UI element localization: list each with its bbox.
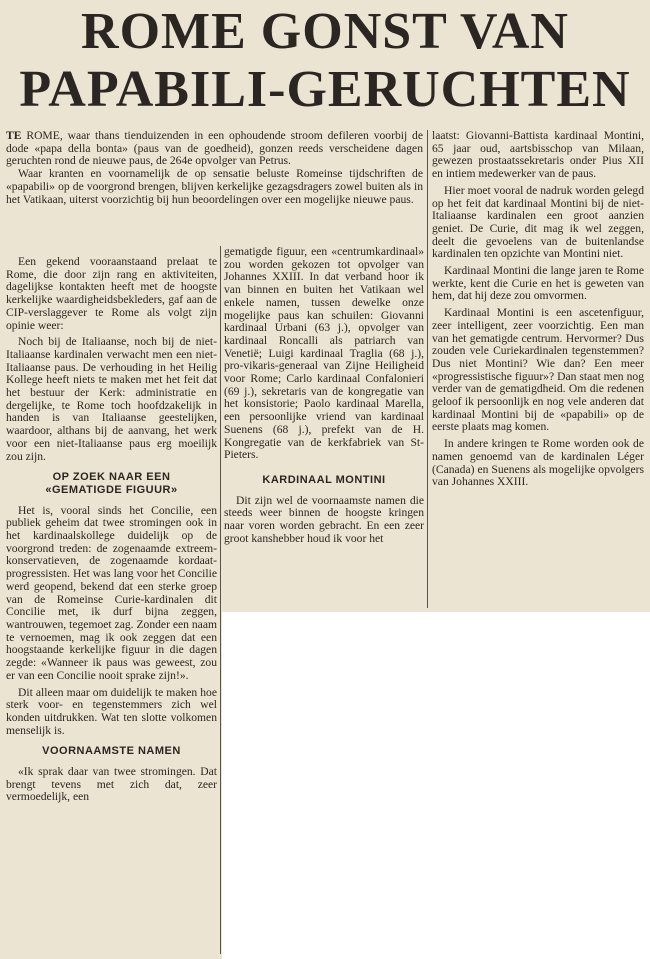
headline-line-2: PAPABILI-GERUCHTEN: [19, 61, 631, 118]
subheading-kardinaal-montini: KARDINAAL MONTINI: [262, 473, 386, 486]
intro-text-1: ROME, waar thans tienduizenden in een ophoudende stroom defileren voorbij de dode «papa della bonta» (paus van de goedheid), gonzen reeds verscheidene dagen geruchten rond de nieuwe paus, de 264e opvolger van Petrus.: [6, 129, 423, 168]
subheading-line-2: «GEMATIGDE FIGUUR»: [45, 483, 178, 496]
col3-paragraph-2: Hier moet vooral de nadruk worden gelegd op het feit dat kardinaal Montini bij de niet-Italiaanse kardinalen een groot aanzien geniet. De Curie, dit mag ik wel zeggen, deelt die gevoelens van de buitenlandse kardinalen ten opzichte van Montini niet.: [432, 183, 644, 261]
col1-paragraph-1: Een gekend vooraanstaand prelaat te Rome, die door zijn rang en aktiviteiten, dagelijkse kontakten heeft met de hoogste kerkelijke waardigheidsbekleders, gaf aan de CIP-verslaggever te Rome als volgt zijn opinie weer:: [6, 255, 217, 332]
column-3: [432, 130, 644, 493]
col2-paragraph-1: gematigde figuur, een «centrumkardinaal» zou worden gekozen tot opvolger van Johannes XXIII. In dat verband hoor ik van binnen en buiten het Vatikaan wel enkele namen, tussen dewelke onze mogelijke paus kan schuilen: Giovanni kardinaal Urbani (63 j.), opvolger van kardinaal Roncalli als patriarch van Venetië; Luigi kardinaal Traglia (68 j.), pro-vikaris-generaal van Zijne Heiligheid voor Rome; Carlo kardinaal Confalonieri (69 j.), sekretaris van de kongregatie van het konsistorie; Paolo kardinaal Marella, een persoonlijke vriend van kardinaal Suenens (68 j.), prefekt van de H. Kongregatie van de kerkfabriek van St-Pieters.: [224, 245, 424, 462]
subheading-line-1: OP ZOEK NAAR EEN: [52, 471, 171, 484]
column-rule-1: [220, 246, 221, 954]
intro-block: [6, 130, 423, 206]
col3-paragraph-5: In andere kringen te Rome worden ook de namen genoemd van de kardinalen Léger (Canada) en Suenens als mogelijke opvolgers van Johannes XXIII.: [432, 437, 644, 489]
col3-paragraph-4: Kardinaal Montini is een ascetenfiguur, zeer intelligent, zeer voorzichtig. Een man van het gematigde centrum. Hervormer? Dus zouden vele Curiekardinalen tegenstemmen? Dus niet Montini? Wie dan? Een meer «progressistische figuur»? Dan staat men nog verder van de gematigdheid. Om die redenen geloof ik persoonlijk en nog vele anderen dat kardinaal Montini bij de «papabili» op de eerste plaats mag komen.: [432, 306, 644, 434]
subheading-voornaamste-namen: VOORNAAMSTE NAMEN: [42, 745, 181, 758]
column-rule-2: [427, 130, 428, 608]
col1-paragraph-2: Noch bij de Italiaanse, noch bij de niet-Italiaanse kardinalen verwacht men een niet-Italiaanse paus. De verhouding in het Heilig Kollege heeft niets te maken met het feit dat het bestuur der Kerk: administratie en dergelijke, te Rome toch hoofdzakelijk in handen is van Italiaanse geestelijken, waardoor, althans bij de aanvang, het werk voor een niet-Italiaanse paus erg moeilijk zou zijn.: [6, 335, 217, 463]
intro-paragraph-2: Waar kranten en voornamelijk de op sensatie beluste Romeinse tijdschriften de «papabili» op de voorgrond brengen, blijven kerkelijke gezagsdragers zowel buiten als in het Vatikaan, uiterst voorzichtig bij hun beoordelingen over een mogelijke nieuwe paus.: [6, 167, 423, 206]
column-1: [6, 256, 217, 808]
col1-paragraph-5: «Ik sprak daar van twee stromingen. Dat brengt tevens met zich dat, zeer vermoedelijk, een: [6, 765, 217, 804]
headline-line-1: ROME GONST VAN: [81, 3, 569, 60]
col1-paragraph-4: Dit alleen maar om duidelijk te maken hoe sterk voor- en tegenstemmers zich wel konden uitdrukken. Wat ten slotte volkomen menselijk is.: [6, 685, 217, 737]
drop-cap: TE: [6, 129, 22, 142]
intro-paragraph-1: [6, 130, 423, 168]
col1-paragraph-3: Het is, vooral sinds het Concilie, een publiek geheim dat twee stromingen ook in het kardinaalskollege duidelijk op de voorgrond treden: de zogenaamde extreem-konservatieven, de zogenaamde kordaat-progressisten. Het was lang voor het Concilie werd geopend, bekend dat een sterke groep van de Romeinse Curie-kardinalen dit Concilie met, ik durf bijna zeggen, wantrouwen, tegemoet zag. Zonder een naam te vernoemen, mag ik ook zeggen dat een hoogstaande kerkelijke figuur in die dagen zegde: «Wanneer ik paus was geweest, zou er van een Concilie nooit sprake zijn!».: [6, 503, 217, 682]
column-2: [224, 246, 424, 549]
col3-paragraph-3: Kardinaal Montini die lange jaren te Rome werkte, kent die Curie en het is geweten van hem, dat hij deze zou omvormen.: [432, 264, 644, 303]
col3-paragraph-1: laatst: Giovanni-Battista kardinaal Montini, 65 jaar oud, aartsbisschop van Milaan, gewezen prostaatssekretaris onder Pius XII en intiem medewerker van de paus.: [432, 129, 644, 181]
subheading-gematigde-figuur: [6, 471, 217, 496]
col2-paragraph-2: Dit zijn wel de voornaamste namen die steeds weer binnen de hoogste kringen naar voren worden gebracht. En een zeer groot kanshebber houd ik voor het: [224, 493, 424, 545]
